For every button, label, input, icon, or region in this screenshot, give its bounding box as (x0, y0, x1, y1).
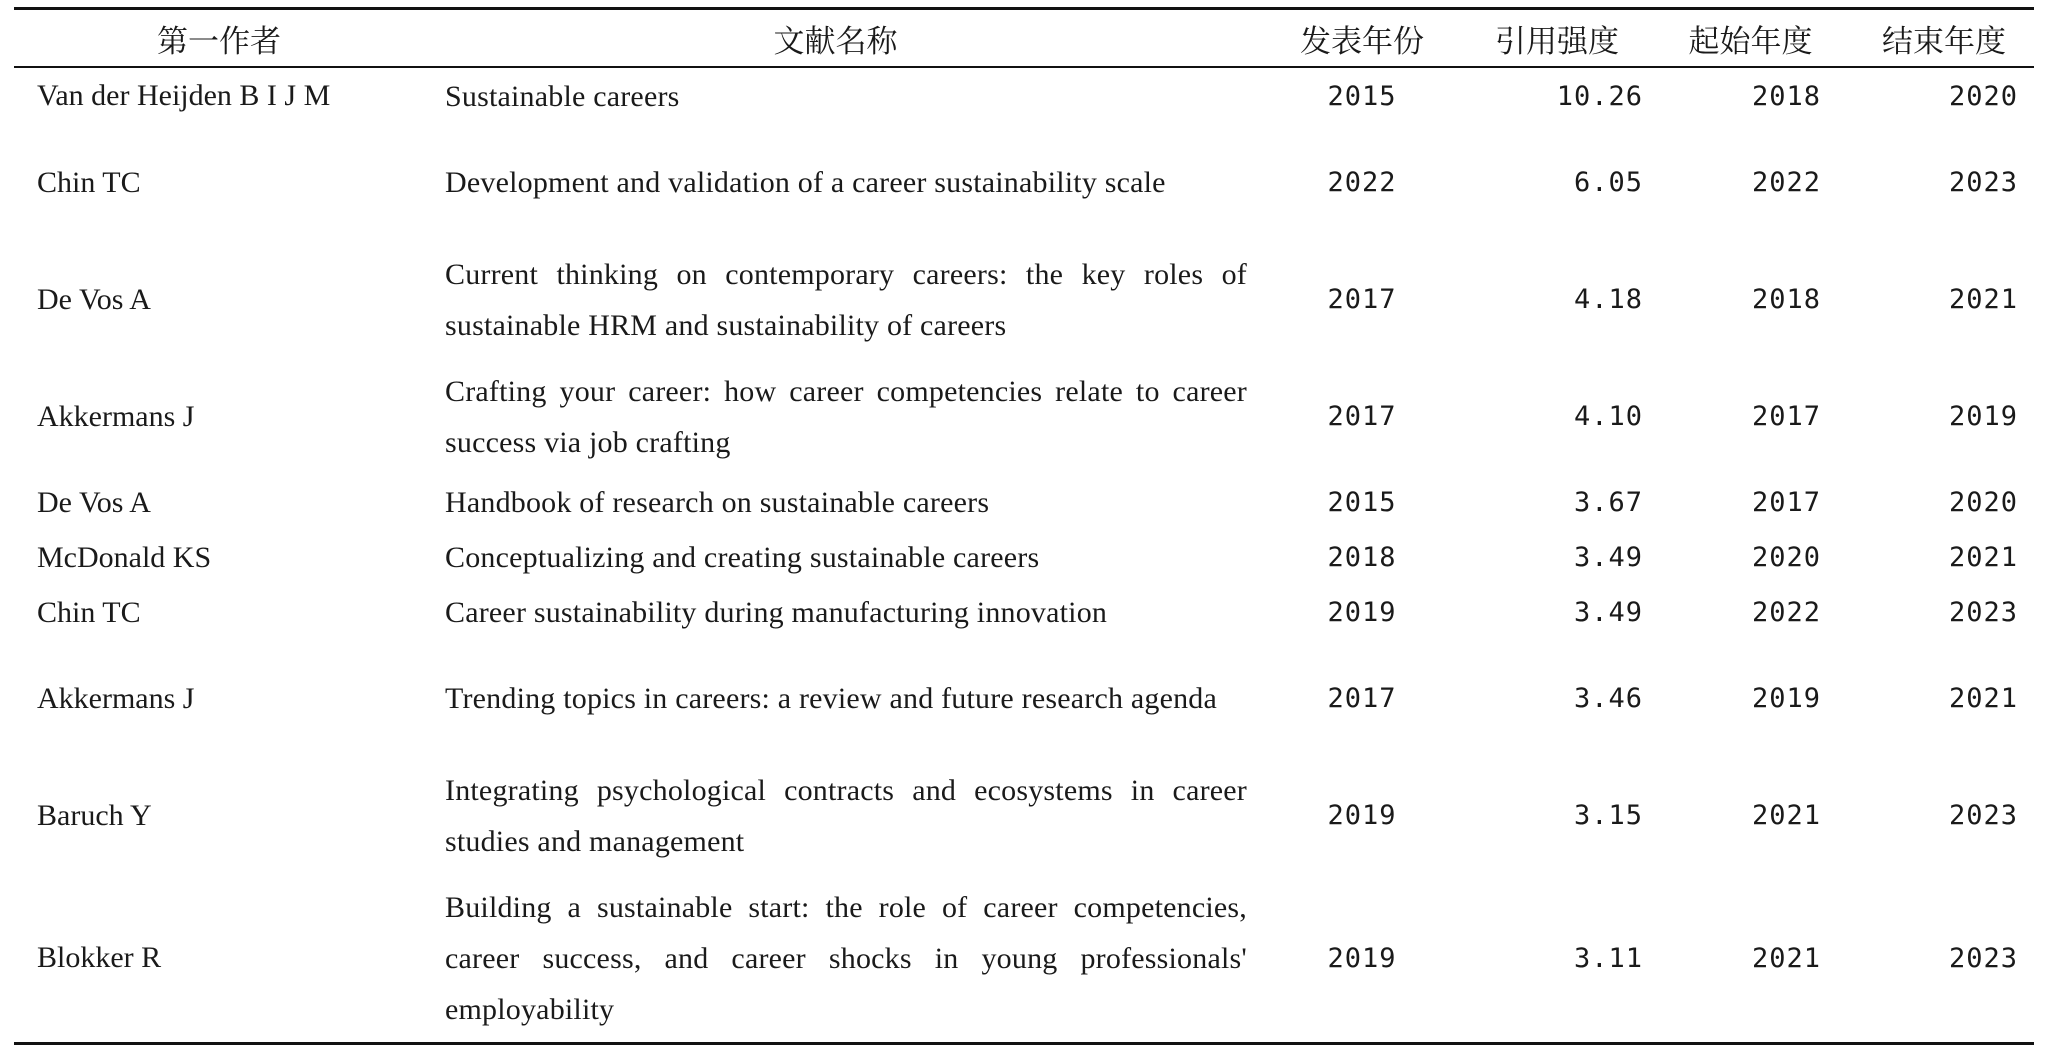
cell-title-text: Career sustainability during manufacturing innovation (445, 596, 1108, 629)
cell-citation-strength: 3.49 (1573, 597, 1643, 628)
cell-end-year: 2023 (1948, 942, 2018, 974)
cell-citation-strength: 3.15 (1573, 800, 1643, 831)
table-row (14, 241, 2034, 358)
cell-author: Akkermans J (37, 681, 195, 715)
cell-author: Chin TC (37, 165, 141, 199)
cell-start-year: 2018 (1751, 284, 1821, 315)
cell-year: 2017 (1327, 683, 1397, 714)
table-row (14, 530, 2034, 585)
cell-author: Blokker R (37, 941, 162, 974)
cell-title (424, 532, 1257, 583)
cell-start-year: 2021 (1751, 942, 1821, 974)
cell-title-text: Handbook of research on sustainable careers (445, 486, 990, 519)
cell-author: McDonald KS (37, 540, 212, 574)
cell-author: Akkermans J (37, 399, 195, 433)
cell-citation-strength: 3.11 (1573, 942, 1643, 974)
table-header-row (14, 10, 2034, 66)
table-row (14, 124, 2034, 241)
header-start-year: 起始年度 (1688, 23, 1813, 59)
cell-end-year: 2021 (1948, 683, 2018, 714)
cell-end-year: 2020 (1948, 487, 2018, 518)
cell-year: 2022 (1327, 167, 1397, 198)
table-row (14, 640, 2034, 757)
cell-title-text: Sustainable careers (445, 79, 680, 113)
cell-title (424, 477, 1257, 528)
cell-start-year: 2020 (1751, 542, 1821, 573)
table-row (14, 757, 2034, 874)
cell-end-year: 2020 (1948, 80, 2018, 112)
cell-year: 2015 (1327, 487, 1397, 518)
cell-title (424, 157, 1257, 208)
cell-start-year: 2018 (1751, 80, 1821, 112)
header-year: 发表年份 (1300, 23, 1424, 59)
cell-start-year: 2021 (1751, 800, 1821, 831)
cell-title (424, 765, 1257, 867)
cell-title-text: Conceptualizing and creating sustainable careers (445, 541, 1040, 574)
cell-title (424, 71, 1257, 122)
cell-title (424, 587, 1257, 638)
cell-year: 2019 (1327, 800, 1397, 831)
table-body (14, 68, 2034, 1042)
cell-author: Van der Heijden B I J M (37, 79, 331, 112)
cell-year: 2019 (1327, 942, 1397, 974)
header-title: 文献名称 (773, 23, 898, 59)
cell-citation-strength: 3.46 (1573, 683, 1643, 714)
table-row (14, 358, 2034, 475)
header-end-year: 结束年度 (1882, 23, 2006, 59)
cell-author: De Vos A (37, 485, 151, 519)
cell-author: Chin TC (37, 595, 141, 629)
cell-citation-strength: 4.10 (1573, 401, 1643, 432)
header-author: 第一作者 (157, 23, 281, 59)
cell-start-year: 2022 (1751, 597, 1821, 628)
cell-end-year: 2023 (1948, 167, 2018, 198)
cell-end-year: 2023 (1948, 800, 2018, 831)
cell-year: 2018 (1327, 542, 1397, 573)
cell-year: 2015 (1327, 80, 1397, 112)
cell-title-text: Building a sustainable start: the role of career competencies, career success, and career shocks in young professionals' employability (445, 890, 1247, 1026)
table-row (14, 585, 2034, 640)
cell-title-text: Trending topics in careers: a review and future research agenda (445, 682, 1218, 715)
cell-author: Baruch Y (37, 798, 152, 832)
cell-title (424, 673, 1257, 724)
cell-title-text: Integrating psychological contracts and ecosystems in career studies and management (445, 773, 1247, 858)
cell-start-year: 2022 (1751, 167, 1821, 198)
cell-title (424, 249, 1257, 351)
cell-citation-strength: 6.05 (1573, 167, 1643, 198)
header-citation-strength: 引用强度 (1495, 23, 1619, 59)
cell-start-year: 2019 (1751, 683, 1821, 714)
cell-year: 2019 (1327, 597, 1397, 628)
cell-title (424, 366, 1257, 468)
cell-title-text: Current thinking on contemporary careers: the key roles of sustainable HRM and sustainability of careers (445, 257, 1247, 342)
cell-end-year: 2021 (1948, 284, 2018, 315)
cell-title (424, 882, 1257, 1035)
table-row (14, 874, 2034, 1042)
citation-table (14, 7, 2034, 1045)
cell-citation-strength: 4.18 (1573, 284, 1643, 315)
cell-title-text: Crafting your career: how career competencies relate to career success via job crafting (445, 374, 1247, 459)
cell-citation-strength: 3.67 (1573, 487, 1643, 518)
cell-start-year: 2017 (1751, 487, 1821, 518)
cell-author: De Vos A (37, 282, 151, 316)
cell-citation-strength: 10.26 (1556, 80, 1643, 112)
cell-start-year: 2017 (1751, 401, 1821, 432)
cell-end-year: 2019 (1948, 401, 2018, 432)
cell-year: 2017 (1327, 284, 1397, 315)
table-row (14, 68, 2034, 124)
cell-title-text: Development and validation of a career sustainability scale (445, 166, 1166, 199)
cell-citation-strength: 3.49 (1573, 542, 1643, 573)
cell-year: 2017 (1327, 401, 1397, 432)
cell-end-year: 2021 (1948, 542, 2018, 573)
cell-end-year: 2023 (1948, 597, 2018, 628)
table-row (14, 475, 2034, 530)
